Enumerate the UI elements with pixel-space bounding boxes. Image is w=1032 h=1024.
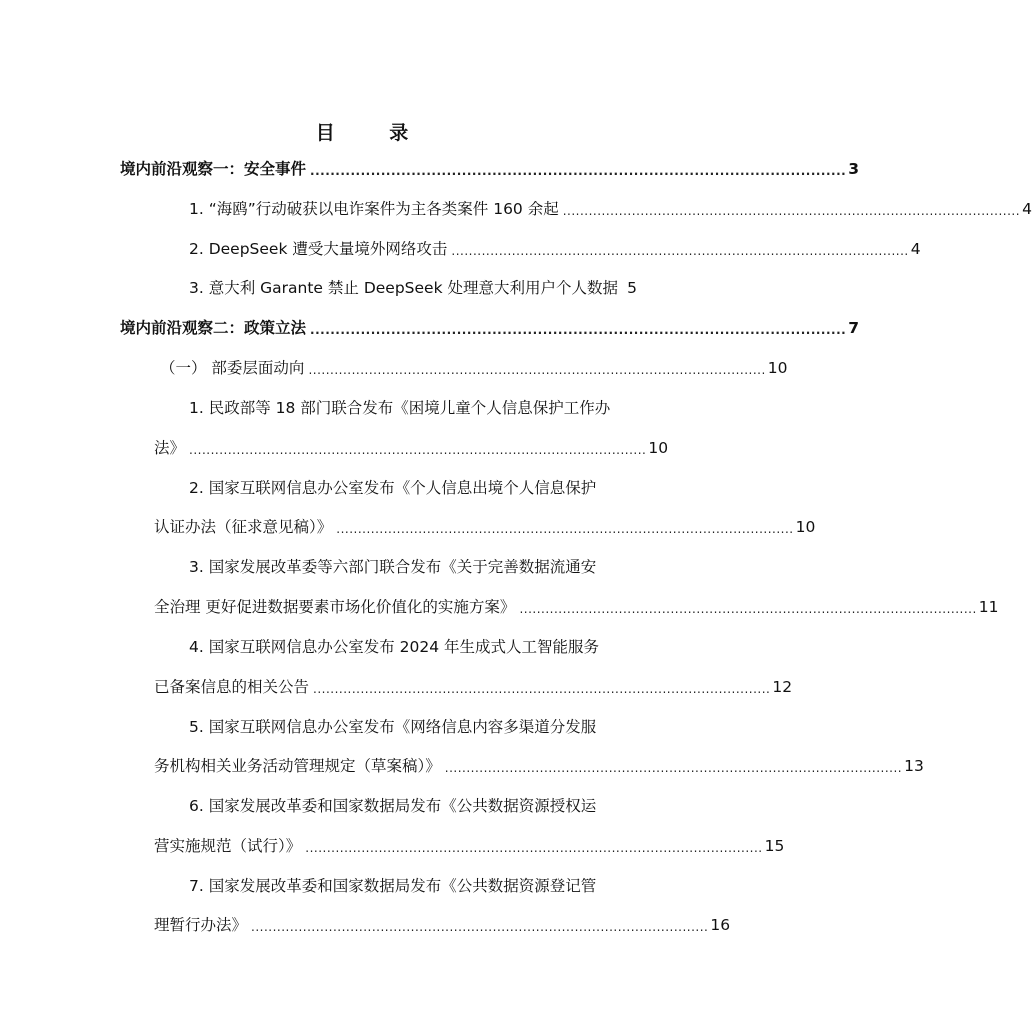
toc-page-number: 4 — [1022, 200, 1032, 218]
toc-leader-dots: .......................................................................................................... — [305, 841, 763, 855]
toc-entry-2-7-line2[interactable] — [154, 914, 731, 936]
toc-page-number: 16 — [710, 916, 731, 934]
toc-entry-text: 1. “海鸥”行动破获以电诈案件为主各类案件 160 余起 — [189, 200, 559, 218]
toc-page-number: 10 — [648, 439, 669, 457]
toc-page-number: 15 — [764, 837, 785, 855]
toc-entry-2-3-line2[interactable] — [154, 596, 999, 618]
toc-leader-dots: .......................................................................................................... — [451, 244, 909, 258]
toc-entry-1-1[interactable] — [189, 198, 1032, 220]
toc-entry-text: 已备案信息的相关公告 — [154, 678, 310, 696]
toc-entry-2-7-line1[interactable]: 7. 国家发展改革委和国家数据局发布《公共数据资源登记管 — [189, 877, 597, 895]
toc-page-number: 13 — [904, 757, 924, 775]
toc-leader-dots: .......................................................................................................... — [308, 363, 766, 377]
toc-entry-1-3[interactable] — [189, 277, 637, 299]
toc-leader-dots: .......................................................................................................... — [189, 443, 647, 457]
toc-leader-dots: .......................................................................................................... — [251, 920, 709, 934]
toc-entry-text: 全治理 更好促进数据要素市场化价值化的实施方案》 — [154, 598, 516, 616]
toc-entry-text: （一） 部委层面动向 — [160, 359, 305, 377]
toc-entry-text: 法》 — [154, 439, 186, 457]
toc-leader-dots: .......................................................................................................... — [562, 204, 1021, 218]
toc-page-number: 4 — [910, 240, 921, 258]
toc-entry-2-4-line1[interactable]: 4. 国家互联网信息办公室发布 2024 年生成式人工智能服务 — [189, 638, 600, 656]
toc-entry-text: 境内前沿观察二：政策立法 — [120, 319, 307, 337]
toc-leader-dots: .......................................................................................................... — [310, 164, 847, 178]
toc-page-number: 7 — [848, 319, 860, 337]
toc-entry-text: 营实施规范（试行）》 — [154, 837, 302, 855]
toc-entry-2-2-line1[interactable]: 2. 国家互联网信息办公室发布《个人信息出境个人信息保护 — [189, 479, 597, 497]
toc-entry-2-3-line1[interactable]: 3. 国家发展改革委等六部门联合发布《关于完善数据流通安 — [189, 558, 597, 576]
toc-entry-section-2[interactable] — [120, 317, 860, 339]
toc-entry-2-6-line1[interactable]: 6. 国家发展改革委和国家数据局发布《公共数据资源授权运 — [189, 797, 597, 815]
toc-entry-text: 务机构相关业务活动管理规定（草案稿）》 — [154, 757, 441, 775]
toc-page-number: 5 — [627, 279, 637, 297]
toc-page-number: 10 — [767, 359, 788, 377]
toc-entry-text: 3. 意大利 Garante 禁止 DeepSeek 处理意大利用户个人数据 — [189, 279, 618, 297]
toc-entry-2-4-line2[interactable] — [154, 676, 793, 698]
toc-leader-dots: .......................................................................................................... — [313, 682, 771, 696]
toc-page-number: 10 — [795, 518, 816, 536]
toc-entry-text: 认证办法（征求意见稿）》 — [154, 518, 333, 536]
toc-leader-dots: .......................................................................................................... — [519, 602, 977, 616]
toc-leader-dots: .......................................................................................................... — [310, 323, 847, 337]
toc-entry-1-2[interactable] — [189, 238, 921, 260]
toc-entry-section-1[interactable] — [120, 158, 860, 180]
toc-entry-2-1-line2[interactable] — [154, 437, 669, 459]
toc-entry-2-1-line1[interactable]: 1. 民政部等 18 部门联合发布《困境儿童个人信息保护工作办 — [189, 399, 611, 417]
toc-entry-2-2-line2[interactable] — [154, 516, 816, 538]
toc-entry-text: 境内前沿观察一：安全事件 — [120, 160, 307, 178]
toc-title: 目 录 — [315, 122, 433, 144]
toc-page-number: 12 — [772, 678, 793, 696]
toc-entry-text: 2. DeepSeek 遭受大量境外网络攻击 — [189, 240, 448, 258]
toc-entry-text: 理暂行办法》 — [154, 916, 248, 934]
toc-page-number: 11 — [978, 598, 999, 616]
toc-page-number: 3 — [848, 160, 860, 178]
toc-leader-dots: .......................................................................................................... — [444, 761, 903, 775]
toc-entry-2-6-line2[interactable] — [154, 835, 785, 857]
toc-entry-2-5-line2[interactable] — [154, 755, 924, 777]
toc-entry-2-5-line1[interactable]: 5. 国家互联网信息办公室发布《网络信息内容多渠道分发服 — [189, 718, 597, 736]
toc-entry-subsection[interactable] — [160, 357, 788, 379]
toc-leader-dots: .......................................................................................................... — [336, 522, 794, 536]
